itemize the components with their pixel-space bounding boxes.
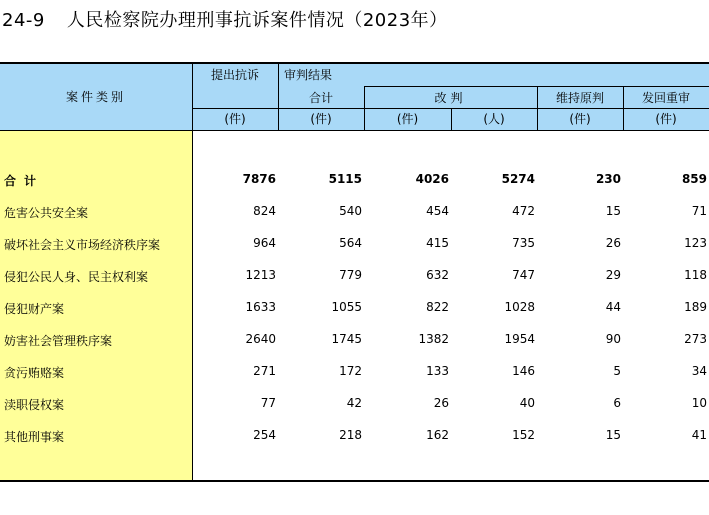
cell-total: 540 bbox=[339, 204, 362, 218]
row-label: 破坏社会主义市场经济秩序案 bbox=[4, 238, 161, 252]
cell-upheld: 26 bbox=[605, 236, 621, 250]
cell-retrial: 10 bbox=[691, 396, 707, 410]
divider bbox=[364, 86, 709, 87]
cell-protest: 824 bbox=[253, 204, 276, 218]
cell-retrial: 189 bbox=[684, 300, 707, 314]
cell-protest: 254 bbox=[253, 428, 276, 442]
table-row bbox=[0, 233, 709, 253]
unit-label: (件) bbox=[224, 112, 246, 126]
cell-protest: 964 bbox=[253, 236, 276, 250]
table-row bbox=[0, 361, 709, 381]
table-title: 人民检察院办理刑事抗诉案件情况（2023年） bbox=[66, 10, 448, 31]
cell-changed-persons: 1028 bbox=[504, 300, 535, 314]
cell-upheld: 15 bbox=[605, 204, 621, 218]
cell-changed-persons: 152 bbox=[512, 428, 535, 442]
row-label: 合计 bbox=[4, 174, 45, 188]
cell-changed-cases: 4026 bbox=[415, 172, 449, 186]
row-label: 其他刑事案 bbox=[4, 430, 65, 444]
header-trial-result: 审判结果 bbox=[284, 68, 333, 82]
cell-changed-cases: 26 bbox=[433, 396, 449, 410]
cell-upheld: 230 bbox=[595, 172, 621, 186]
table-row bbox=[0, 425, 709, 445]
cell-total: 779 bbox=[339, 268, 362, 282]
row-label: 妨害社会管理秩序案 bbox=[4, 334, 113, 348]
row-label: 贪污贿赂案 bbox=[4, 366, 65, 380]
cell-total: 42 bbox=[346, 396, 362, 410]
cell-changed-persons: 146 bbox=[512, 364, 535, 378]
cell-changed-persons: 40 bbox=[519, 396, 535, 410]
cell-protest: 77 bbox=[260, 396, 276, 410]
bottom-rule bbox=[0, 480, 709, 482]
cell-retrial: 118 bbox=[684, 268, 707, 282]
unit-label: (件) bbox=[569, 112, 591, 126]
divider bbox=[0, 130, 709, 131]
row-label: 侵犯公民人身、民主权利案 bbox=[4, 270, 149, 284]
cell-changed-persons: 735 bbox=[512, 236, 535, 250]
cell-changed-cases: 162 bbox=[426, 428, 449, 442]
cell-changed-cases: 415 bbox=[426, 236, 449, 250]
divider bbox=[192, 108, 709, 109]
cell-changed-persons: 1954 bbox=[504, 332, 535, 346]
page-title bbox=[2, 6, 448, 32]
cell-retrial: 34 bbox=[691, 364, 707, 378]
header-retrial: 发回重审 bbox=[641, 91, 690, 105]
cell-changed-cases: 632 bbox=[426, 268, 449, 282]
cell-retrial: 859 bbox=[681, 172, 707, 186]
header-total: 合计 bbox=[308, 91, 333, 105]
cell-total: 172 bbox=[339, 364, 362, 378]
cell-upheld: 44 bbox=[605, 300, 621, 314]
cell-protest: 2640 bbox=[245, 332, 276, 346]
table-number: 24-9 bbox=[2, 10, 45, 31]
cell-protest: 1633 bbox=[245, 300, 276, 314]
cell-changed-persons: 5274 bbox=[501, 172, 535, 186]
table-row bbox=[0, 265, 709, 285]
unit-label: (件) bbox=[310, 112, 332, 126]
cell-total: 5115 bbox=[328, 172, 362, 186]
cell-changed-cases: 454 bbox=[426, 204, 449, 218]
cell-protest: 271 bbox=[253, 364, 276, 378]
cell-total: 1745 bbox=[331, 332, 362, 346]
unit-label: (人) bbox=[483, 112, 505, 126]
table-row bbox=[0, 201, 709, 221]
cell-upheld: 90 bbox=[605, 332, 621, 346]
cell-changed-persons: 747 bbox=[512, 268, 535, 282]
cell-changed-cases: 1382 bbox=[418, 332, 449, 346]
cell-protest: 7876 bbox=[242, 172, 276, 186]
table-row-total bbox=[0, 169, 709, 189]
unit-label: (件) bbox=[396, 112, 419, 126]
row-label: 侵犯财产案 bbox=[4, 302, 65, 316]
row-label: 危害公共安全案 bbox=[4, 206, 89, 220]
cell-changed-cases: 822 bbox=[426, 300, 449, 314]
header-changed: 改判 bbox=[434, 91, 467, 105]
cell-total: 218 bbox=[339, 428, 362, 442]
cell-upheld: 6 bbox=[613, 396, 621, 410]
unit-label: (件) bbox=[655, 112, 677, 126]
table-row bbox=[0, 393, 709, 413]
header-protest: 提出抗诉 bbox=[210, 68, 259, 82]
cell-changed-cases: 133 bbox=[426, 364, 449, 378]
table-row bbox=[0, 329, 709, 349]
cell-retrial: 71 bbox=[691, 204, 707, 218]
table-row bbox=[0, 297, 709, 317]
cell-upheld: 5 bbox=[613, 364, 621, 378]
cell-changed-persons: 472 bbox=[512, 204, 535, 218]
cell-retrial: 41 bbox=[691, 428, 707, 442]
cell-retrial: 123 bbox=[684, 236, 707, 250]
cell-total: 564 bbox=[339, 236, 362, 250]
cell-protest: 1213 bbox=[245, 268, 276, 282]
cell-upheld: 15 bbox=[605, 428, 621, 442]
cell-total: 1055 bbox=[331, 300, 362, 314]
row-label: 渎职侵权案 bbox=[4, 398, 65, 412]
cell-upheld: 29 bbox=[605, 268, 621, 282]
header-category: 案件类别 bbox=[65, 90, 126, 104]
header-upheld: 维持原判 bbox=[555, 91, 604, 105]
cell-retrial: 273 bbox=[684, 332, 707, 346]
